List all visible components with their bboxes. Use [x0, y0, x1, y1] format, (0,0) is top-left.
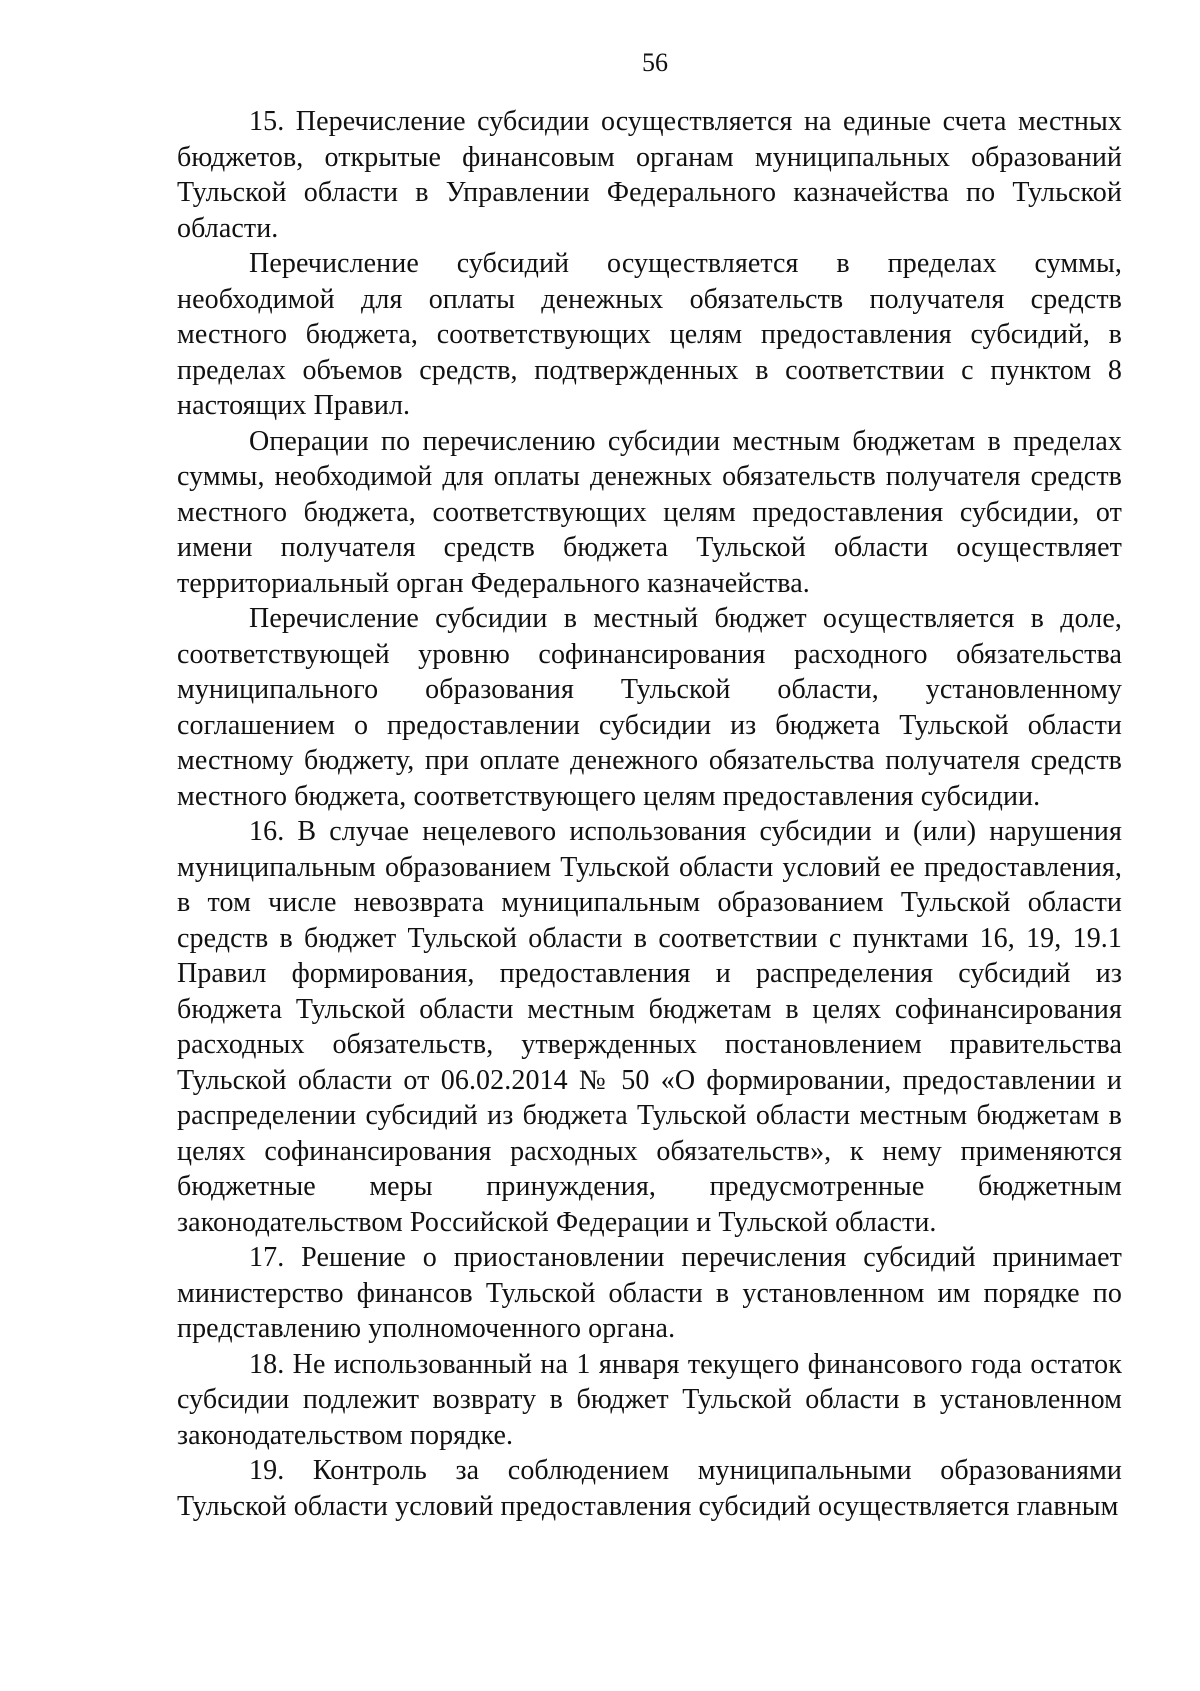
document-body — [177, 104, 1122, 1524]
page-number: 56 — [642, 48, 668, 77]
paragraph-17: 17. Решение о приостановлении перечисления субсидий принимает министерство финансов Тульской области в установленном им порядке по представлению уполномоченного органа. — [177, 1242, 1122, 1344]
paragraph-15: 15. Перечисление субсидии осуществляется на единые счета местных бюджетов, открытые финансовым органам муниципальных образований Тульской области в Управлении Федерального казначейства по Тульской области. — [177, 106, 1122, 244]
paragraph-16: 16. В случае нецелевого использования субсидии и (или) нарушения муниципальным образованием Тульской области условий ее предоставления, в том числе невозврата муниципальным образованием Тульской области средств в бюджет Тульской области в соответствии с пунктами 16, 19, 19.1 Правил формирования, предоставления и распределения субсидий из бюджета Тульской области местным бюджетам в целях софинансирования расходных обязательств, утвержденных постановлением правительства Тульской области от 06.02.2014 № 50 «О формировании, предоставлении и распределении субсидий из бюджета Тульской области местным бюджетам в целях софинансирования расходных обязательств», к нему применяются бюджетные меры принуждения, предусмотренные бюджетным законодательством Российской Федерации и Тульской области. — [177, 816, 1122, 1238]
paragraph-19: 19. Контроль за соблюдением муниципальными образованиями Тульской области условий предоставления субсидий осуществляется главным — [177, 1455, 1122, 1522]
paragraph-cofinancing-share: Перечисление субсидии в местный бюджет осуществляется в доле, соответствующей уровню софинансирования расходного обязательства муниципального образования Тульской области, установленному соглашением о предоставлении субсидии из бюджета Тульской области местному бюджету, при оплате денежного обязательства получателя средств местного бюджета, соответствующего целям предоставления субсидии. — [177, 603, 1122, 812]
paragraph-18: 18. Не использованный на 1 января текущего финансового года остаток субсидии подлежит возврату в бюджет Тульской области в установленном законодательством порядке. — [177, 1348, 1122, 1451]
paragraph-transfer-limits: Перечисление субсидий осуществляется в пределах суммы, необходимой для оплаты денежных обязательств получателя средств местного бюджета, соответствующих целям предоставления субсидий, в пределах объемов средств, подтвержденных в соответствии с пунктом 8 настоящих Правил. — [177, 248, 1122, 421]
paragraph-transfer-operations: Операции по перечислению субсидии местным бюджетам в пределах суммы, необходимой для оплаты денежных обязательств получателя средств местного бюджета, соответствующих целям предоставления субсидии, от имени получателя средств бюджета Тульской области осуществляет территориальный орган Федерального казначейства. — [177, 425, 1122, 599]
